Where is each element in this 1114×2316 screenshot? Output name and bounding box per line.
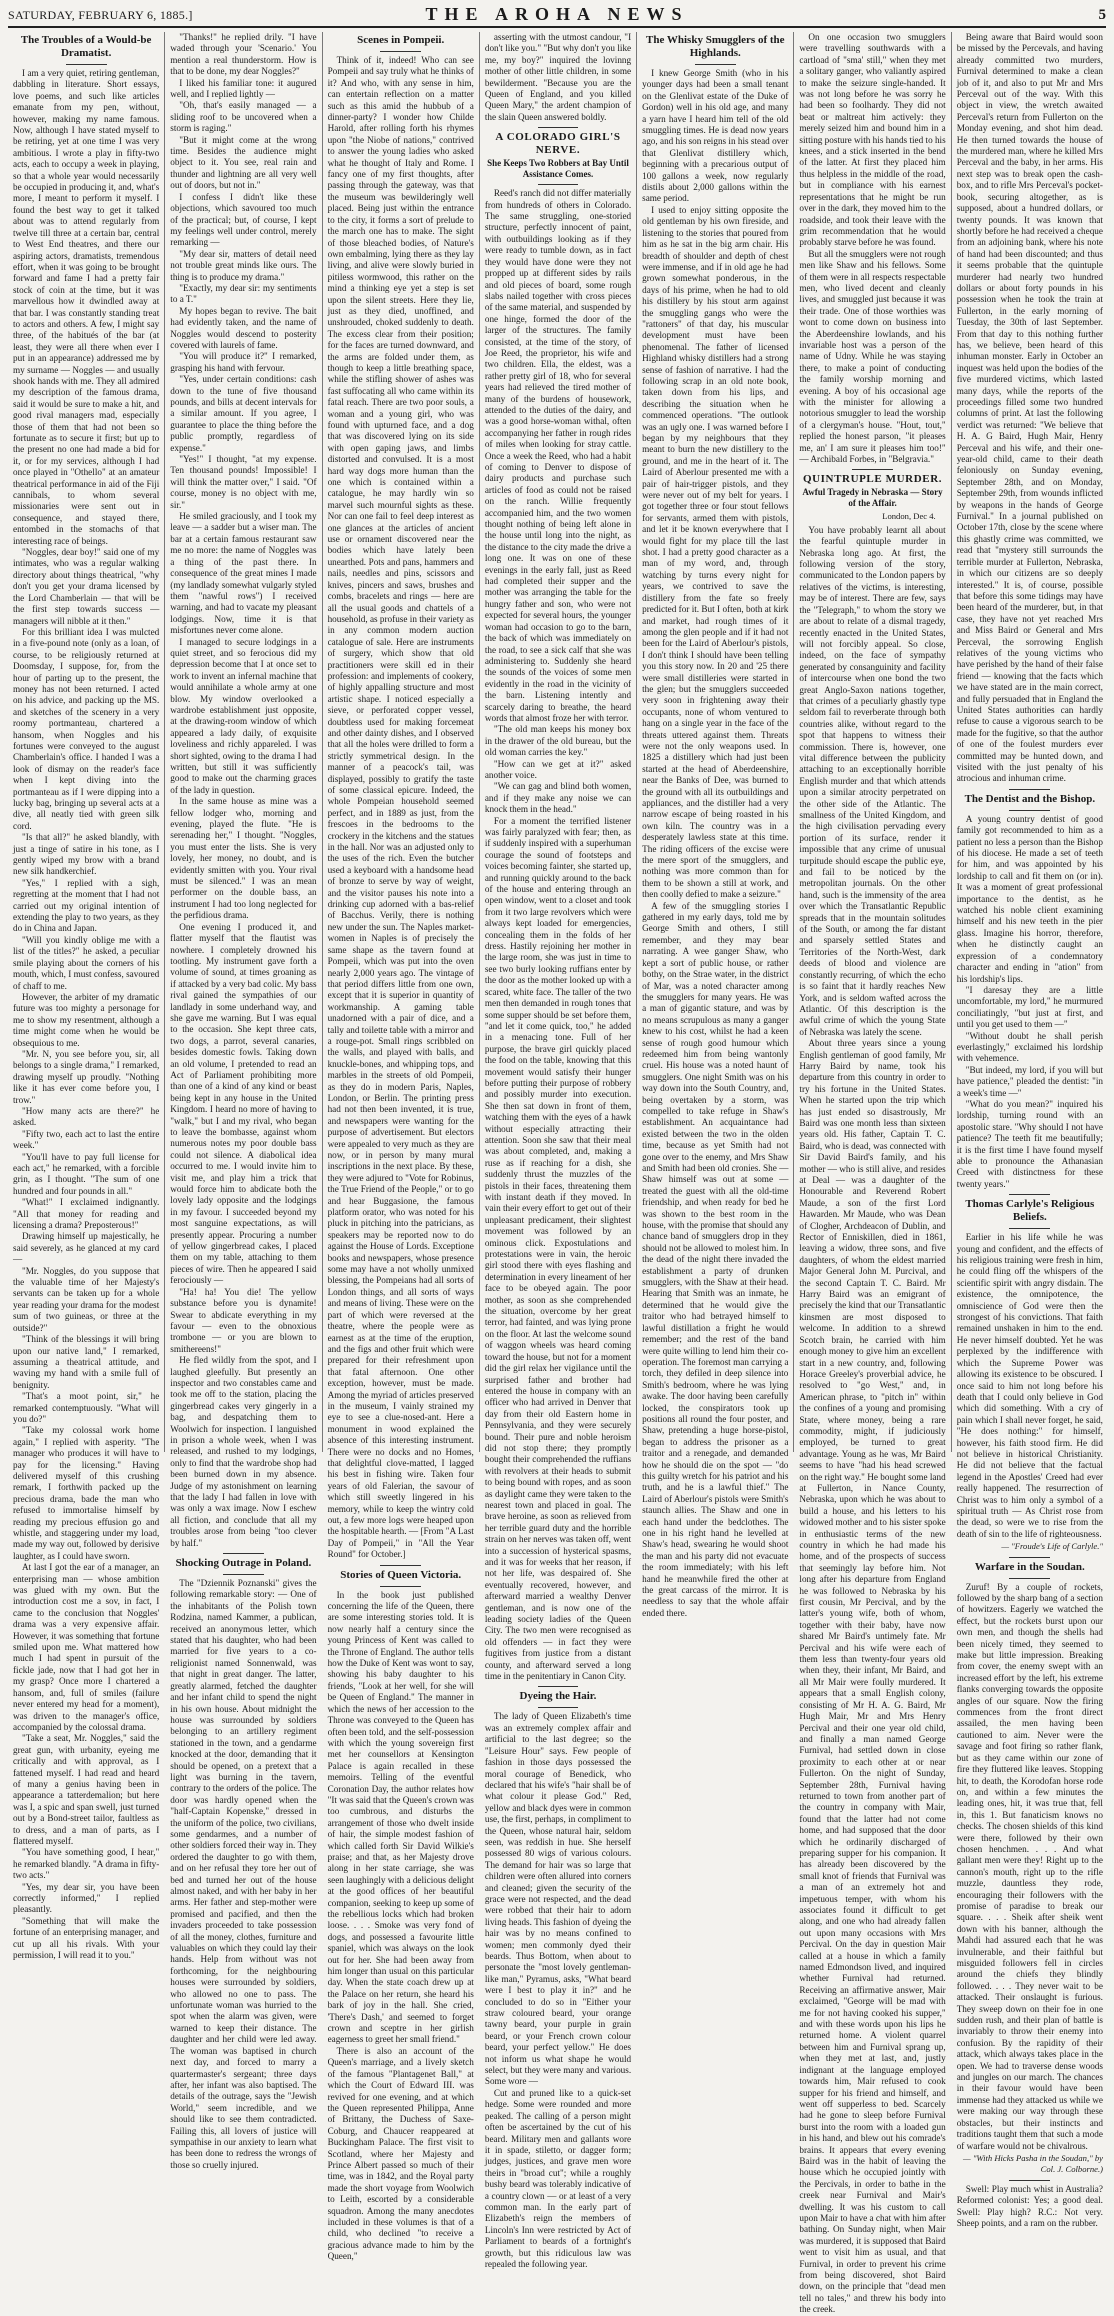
column-2 [165,32,322,2170]
paragraph: "Fifty two, each act to last the entire week." [13,1128,160,1151]
page-number: 5 [1098,7,1106,23]
paragraph: "I daresay they are a little uncomfortable, my lord," he murmured conciliatingly, "but just at first, and until you get used to them —" [956,984,1103,1030]
paragraph: "Without doubt he shall perish everlastingly," exclaimed his lordship with vehemence. [956,1030,1103,1064]
paragraph: "But indeed, my lord, if you will but have patience," pleaded the dentist: "in a week's time —" [956,1064,1103,1098]
paragraph: "How many acts are there?" he asked. [13,1105,160,1128]
paragraph: I am a very quiet, retiring gentleman, dabbling in literature. Short essays, love poems, and such like articles emanate from my pen, without, however, making my name famous. Now, although I have stated myself to be retiring, yet at one time I was very ambitious. I wrote a play in fifty-two acts, each to occupy a week in playing, so that a whole year would necessarily be occupied in producing it, and, what's more, I meant to perform it myself. I found the best way to get it talked about was to attend regularly from twelve till three at a certain bar, central to West End theatres, and there our aspiring actors, dramatists, tremendous effort, when it was going to be brought forward and fame I had a pretty fair stock of coin at the time, but it was marvellous how it dwindled away at that bar. I was constantly standing treat to actors and others. A few, I might say three, of the habitués of the bar (at least, they were all there when ever I put in an appearance) addressed me by my surname — Noggles — and usually shook hands with me. They all admired my description of the famous drama, said it would be sure to make a hit, and good rival managers mad, especially those of them that had not been so fortunate as to secure it first; but up to the present no one had made a bid for it, or for my services, although I had once played in "Othello" at an amateur theatrical performance in aid of the Fiji cannibals, to whom several missionaries were sent out in consequence, and stayed there, entombed in the stomachs of that interesting race of beings. [13,68,160,546]
paragraph: Being aware that Baird would soon be missed by the Percevals, and having already committed two murders, Furnival determined to make a clean job of it, and also to put Mr and Mrs Perceval out of the way. With this object in view, the wretch awaited Perceval's return from Fullerton on the Monday evening, and shot him dead. He then turned towards the house of the murdered man, where he killed Mrs Perceval and the baby, in her arms. His next step was to break open the cash-box, and to rifle Mrs Perceval's pocket-book, securing altogether, as is supposed, about a hundred dollars, or twenty pounds. It was known that shortly before he had received a cheque from an adjoining bank, where his note of hand had been discounted; and thus it seems probable that the quintuple murderer had nearly two hundred dollars or about forty pounds in his possession when he took the train at Fullerton, in the early morning of Tuesday, the 30th of last September. From that day to this nothing further has, we believe, been heard of this inhuman monster. Early in October an inquest was held upon the bodies of the five murdered victims, which lasted many days, while the reports of the proceedings filled some two hundred columns of print. At last the following verdict was returned: "We believe that H. A. G Baird, Hugh Mair, Henry Perceval and his wife, and their one-year-old child, came to their death feloniously on Sunday evening, September 28th, and on Monday, September 29th, from wounds inflicted by weapons in the hands of George Furnival." In a journal published on October 17th, close by the scene where this ghastly crime was committed, we read that "mystery still surrounds the terrible murder at Fullerton, Nebraska, in which our citizens are so deeply interested." It is, of course, possible that before this some tidings may have been heard of the murderer, but, in that case, they have not yet reached Mrs and Miss Baird or General and Mrs Perceval, the sorrowing English relatives of the young victims who have perished by the hand of their false friend — knowing that the facts which we have stated are in the main correct, and fully persuaded that in England the United States authorities can hardly refuse to cause a vigorous search to be made for the fugitive, so that the author of one of the foulest murders ever committed may be hunted down, and visited with the just penalty of his atrocious and inhuman crime. [956,32,1103,784]
attribution: — "Froude's Life of Carlyle." [1001,1541,1103,1552]
paragraph: "We can gag and blind both women, and if they make any noise we can knock them in the head." [484,781,632,815]
paragraph: About three years since a young English gentleman of good family, Mr Harry Baird by name, took his departure from this country in order to try his fortune in the United States. When he started upon the trip which has just ended so disastrously, Mr Baird was one month less than sixteen years old. His father, Captain T. C. Baird, who is dead, was connected with Sir David Baird's family, and his mother — who is still alive, and resides at Deal — was a daughter of the Honourable and Reverend Robert Maude, a son of the first Lord Hawarden. Mr Maude, who was Dean of Clogher, Archdeacon of Dublin, and Rector of Enniskillen, died in 1861, leaving a widow, three sons, and five daughters, of whom the eldest married Major General John M. Purcival, and the second Captain T. C. Baird. Mr Harry Baird was an emigrant of precisely the kind that our Transatlantic kinsmen are most disposed to welcome. In addition to a shrewd Scotch brain, he carried with him enough money to give him an excellent start in a new country, and, following Horace Greeley's proverbial advice, he resolved to "go West," and, in American phrase, to "pitch in" within the confines of a young and promising State, where money, being a rare commodity, might, if judiciously employed, be turned to great advantage. Young as he was, Mr Baird seems to have "had his head screwed on the right way." He bought some land at Fullerton, in Nance County, Nebraska, upon which he was about to build a house, and his letters to his widowed mother and to his sister spoke in enthusiastic terms of the new country in which he had made his home, and of the prospects of success that seemingly lay before him. Not long after his departure from England he was followed to Nebraska by his first cousin, Mr Percival, and by the latter's young wife, both of whom, together with their baby, have now shared Mr Baird's untimely fate. Mr Percival and his wife were each of them less than twenty-four years old when they, their infant, Mr Baird, and all Mr Mair were foully murdered. It appears that a small English colony, consisting of Mr H. A. G. Baird, Mr Hugh Mair, Mr and Mrs Henry Percival and their one year old child, and finally a man named George Furnival, had settled down in close proximity to each other at or near Fullerton. On the night of Sunday, September 28th, Furnival having returned to town from another part of the country in company with Mair, found that the latter had not come home, and had supposed that the door which he ordinarily discharged of preparing supper for his companion. It has already been discovered by the small knot of friends that Furnival was a man of an extremely hot and impetuous temper, with whom his associates found it difficult to get along, and one who had already fallen out upon many occasions with Mrs Percival. On the day in question Mair called at a house in which a family named Edmondson lived, and inquired whether Furnival had returned. Receiving an affirmative answer, Mair exclaimed, "George will be mad with me for not having cooked his supper," and with these words upon his lips he returned home. A violent quarrel between him and Furnival sprang up, when they met at last, and, justly indignant at the language employed towards him, Mair refused to cook supper for his friend and himself, and went off supperless to bed. Scarcely had he gone to sleep before Furnival burst into the room with a loaded gun in his hand, and blew out his comrade's brains. It appears that every evening Baird was in the habit of leaving the house which he occupied jointly with the Percivals, in order to bathe in the creek near Furnival and Mair's dwelling. It was his custom to call upon Mair to have a chat with him after bathing. On Sunday night, when Mair was murdered, it is supposed that Baird went to visit him as usual, and that Furnival, in order to prevent his crime from being discovered, shot Baird down, on the principle that "dead men tell no tales," and threw his body into the creek. [799,1038,946,2315]
article-subheading: Awful Tragedy in Nebraska — Story of the Affair. [802,487,943,509]
paragraph: "Yes!" I thought, "at my expense. Ten thousand pounds! Impossible! I will think the matter over," I said. "Of course, money is no object with me, sir." [170,454,317,510]
paragraph: "Mr. N, you see before you, sir, all belongs to a single drama," I remarked, drawing myself up proudly. "Nothing like it has ever come before you, I trow." [13,1048,160,1105]
paragraph: A young country dentist of good family got recommended to him as a patient no less a person than the Bishop of his diocese. He made a set of teeth for him, and was appointed by his lordship to call and fit them on (or in). It was a moment of great professional importance to the dentist, as he watched his noble client examining himself and his new teeth in the pier glass. Imagine his horror, therefore, when he distinctly caught an expression of a condemnatory character and ending in "ation" from his lordship's lips. [956,813,1103,984]
article-subheading: She Keeps Two Robbers at Bay Until Assistance Comes. [487,158,629,180]
column-4 [480,32,637,2269]
paragraph: "Think of the blessings it will bring upon our native land," I remarked, assuming a theatrical attitude, and waving my hand with a smile full of benignity. [13,1334,160,1390]
paragraph: "Thanks!" he replied drily. "I have waded through your 'Scenario.' You mention a real thunderstorm. How is that to be done, my dear Noggles?" [170,32,317,77]
paragraph: "You have something good, I hear," he remarked blandly. "A drama in fifty-two acts." [13,1847,160,1881]
divider [1009,1194,1050,1195]
article-heading: Shocking Outrage in Poland. [175,1557,312,1570]
paragraph: Zuruf! By a couple of rockets, followed by the sharp bang of a section of howitzers. Eagerly we watched the effect, but the rockets burst upon our own men, and though the shells had been nicely timed, they seemed to make but little impression. Breaking from cover, the enemy swept with an increased effort by the left, his extreme flanks converging towards the opposite angles of our square. Now the firing commences from the front direct assailed, the men having been cautioned to aim. Never were the savage and foot firing so rather flank, but as they came within our zone of fire they fluttered like leaves. Stopping hit, to death, the Korodofan horse rode on, and within a few minutes the leading ones, hit, it was true that, fell in, this 1. But fanaticism knows no checks. The chosen shields of this kind were there, followed by their own chosen henchmen. . . . And what gallant men were they! Right up to the cannon's mouth, right up to the rifle muzzle, dauntless they rode, encouraging their followers with the promise of paradise to break our square. . . . Sheik after sheik went down with his banner, although the Mahdi had assured each that he was invulnerable, and their faithful but misguided followers fell in circles around the chiefs they blindly followed. . . . They never wait to be attacked. Their onslaught is furious. They sweep down on their foe in one sudden rush, and their plan of battle is invariably to throw their enemy into confusion. By the rapidity of their attack, which always takes place in the open. We had to traverse dense woods and jungles on our march. The chances in their favour would have been immense had they attacked us while we were making our way through these obstacles, but their instincts and traditions taught them that such a mode of warfare would not be chivalrous. [956,1581,1103,2151]
article-heading: Thomas Carlyle's Religious Beliefs. [965,1198,1095,1224]
paragraph: One evening I produced it, and flatter myself that the flautist was nowhere. I completely drowned his tootling. My instrument gave forth a volume of sound, at times groaning as if attacked by a very bad colic. My bass rival gained the sympathies of our landlady in some underhand way, and she gave me warning. But I was equal to the occasion. She kept three cats, two dogs, a parrot, several canaries, besides domestic fowls. Taking down an old volume, I pretended to read an Act of Parliament prohibiting more than one of a kind of any kind or beast being kept in any house in the United Kingdom. I heard no more of having to "walk," but I and my rival, who began to leave the bombasse, against whom numerous notes my poor double bass could not silence. A diabolical idea occurred to me. I would invite him to visit me, and play him a trick that would force him to abdicate both the lovely lady opposite and the lodgings in my favour. I succeeded beyond my most sanguine expectations, as will presently appear. Procuring a number of yellow gingerbread cakes, I placed them on my table, attaching to them pieces of wire. Then he appeared I said ferociously — [170,921,317,1286]
paragraph: "Will you kindly oblige me with a list of the titles?" he asked, a peculiar smile playing about the corners of his mouth, which, I must confess, savoured of chaff to me. [13,934,160,991]
paragraph: You have probably learnt all about the fearful quintuple murder in Nebraska long ago. At first, the following version of the story, communicated to the London papers by relatives of the victims, is interesting, may be of interest. There are few, says the "Telegraph," to whom the story we are about to relate of a dismal tragedy, recently enacted in the United States, will not forcibly appeal. So close, indeed, on the face of sympathy generated by consanguinity and facility of intercourse when one bond the two great Anglo-Saxon nations together, that crimes of a peculiarly ghastly type seldom fail to reverberate through both countries alike, without regard to the spot that happens to witness their commission. There is, however, one vital difference between the publicity attaching to an exceptionally horrible English murder and that which attends upon a similar atrocity perpetrated on the other side of the Atlantic. The smallness of the United Kingdom, and the high civilisation pervading every portion of its surface, render it impossible that any crime of unusual turpitude should escape the public eye, and fail to be noticed by the metropolitan journals. On the other hand, such is the immensity of the area over which the Transatlantic Republic spreads that in the mountain solitudes of the South, or among the far distant and sparsely settled States and Territories of the North-West, dark deeds of blood and violence are constantly recurring, of which the echo is so faint that it hardly reaches New York, and is seldom wafted across the Atlantic. Of this description is the awful crime of which the young State of Nebraska was lately the scene. [799,524,946,1037]
divider [66,64,107,65]
divider [1009,1228,1050,1229]
paragraph: "Take my colossal work home again," I replied with asperity. "The manager who produces it will have to pay for the licensing." Having delivered myself of this crushing remark, I forthwith packed up the precious drama, bade the man who refused to immortalise himself by reading my precious effusion go and whistle, and staggering under my load, made my way out, followed by derisive laughter, as I could have sworn. [13,1425,160,1561]
divider [223,1553,264,1554]
paragraph: I liked his familiar tone: it augured well, and I replied lightly — [170,77,317,100]
paragraph: "But it might come at the wrong time. Besides the audience might object to it. You see, real rain and thunder and lightning are all very well out of doors, but not in." [170,134,317,191]
paragraph: "Mr. Noggles, do you suppose that the valuable time of her Majesty's servants can be taken up for a whole year reading your drama for the modest sum of two guineas, or three at the outside?" [13,1265,160,1333]
article-heading: Dyeing the Hair. [519,1690,597,1703]
divider [1009,1578,1050,1579]
divider [538,127,579,128]
article-heading: The Troubles of a Would-be Dramatist. [20,34,152,59]
article-heading: The Dentist and the Bishop. [964,792,1096,805]
paragraph: "Something that will make the fortune of an enterprising manager, and cut up all his rivals. With your permission, I will read it to you." [13,1915,160,1961]
divider [538,184,579,185]
paragraph: asserting with the utmost candour, "I don't like you." "But why don't you like me, my boy?" inquired the lovinng mother of other little children, in some bewilderment. "Because you are the Queen of England, and you killed Queen Mary," the ardent champion of the slain Queen answered boldly. [484,32,632,122]
paragraph: "Take a seat, Mr. Noggles," said the great gun, with urbanity, eyeing me critically and with approval, as I fattened myself. I had read and heard of many a genius having been in appearance a tatterdemalion; but here was I, a spic and span swell, just turned out by a Bond-street tailor, faultless as to dress, and a man of parts, as I flattered myself. [13,1733,160,1846]
paragraph: "My dear sir, matters of detail need not trouble great minds like ours. The thing is to produce my drama." [170,248,317,282]
paragraph: For a moment the terrified listener was fairly paralyzed with fear; then, as if suddenly inspired with a superhuman courage the sound of footsteps and voices becoming fainter, she started up, and running quickly around to the back of the house and entering through an open window, went to a closet and took from it two large revolvers which were always kept loaded for emergencies, concealing them in the folds of her dress. Hastily rejoining her mother in the large room, she was just in time to see two burly looking ruffians enter by the door as the mother looked up with a scared, white face. The taller of the two men then demanded in rough tones that some supper should be set before them, "and let it come quick, too," he added in a menacing tone. Full of her purpose, the brave girl quickly placed the food on the table, knowing that this movement would satisfy their hunger before putting their purpose of robbery and possibly murder into execution. She then sat down in front of them, watching them with the eyes of a hawk without especially attracting their attention. Soon she saw that their meal was about completed, and, making a ruse as if reaching for a dish, she suddenly thrust the muzzles of the pistols in their faces, threatening them with instant death if they moved. In vain their every effort to get out of their unpleasant predicament, their slightest movement was followed by an ominous click. Expostulations and protestations were in vain, the heroic girl stood there with eyes flashing and determination in every lineament of her face to be obeyed again. The poor mother, as soon as she comprehended the situation, overcome by her great terror, had fainted, and was lying prone on the floor. At last the welcome sound of waggon wheels was heard coming toward the house, but not for a moment did the girl relax her vigilance until the surprised father and brother had entered the house in company with an officer who had arrived in Denver that day from their old Eastern home in Pennsylvania, and they were securely bound. Their pure and noble heroism did not stop there; they promptly bought their comprehended the ruffians with revolvers at their heads to submit to being bound with ropes, and as soon as daylight came they were taken to the nearest town and placed in goal. The brave heroine, as soon as relieved from her terrible guard duty and the horrible strain on her nerves was taken off, went into a succession of hysterical spasms, and it was for weeks that her reason, if not her life, was despaired of. She eventually recovered, however, and afterward married a wealthy Denver gentleman, and is now one of the leading society ladies of the Queen City. The two men were recognised as old offenders — in fact they were fugitives from justice from a distant county, and afterward served a long time in the penitentiary in Canon City. [484,815,632,1682]
paragraph: A few of the smuggling stories I gathered in my early days, told me by George Smith and others, I still remember, and they may bear narrating. A wee ganger Shaw, who kept a sort of public house, or rather bothy, on the Strae water, in the district of Mar, was a noted character among the smugglers for many years. He was a man of gigantic stature, and was by no means scrupulous as many a ganger knew to his cost, whilst he had a keen sense of rough good humour which redeemed him from being wantonly cruel. His house was a noted haunt of smugglers. One night Smith was on his way down into the South Country, and, being overtaken by a storm, was compelled to take refuge in Shaw's establishment. An acquaintance had existed between the two in the olden time, because as yet Smith had not gone over to the enemy, and Mrs Shaw and Smith had been old cronies. She — Shaw himself was out at some — treated the guest with all the old-time friendship, and when ready for bed he was shown to the best room in the house, with the promise that should any chance band of smugglers drop in they should not be allowed to molest him. In the dead of the night there invaded the establishment a party of drunken smugglers, with the Shaw at their head. Hearing that Smith was an inmate, he determined that he would give the traitor who had betrayed himself to lawful distillation a fright he would remember; and the rest of the band were quite willing to lend him their co-operation. The foremost man carrying a torch, they defiled in deep silence into Smith's bedroom, where he was lying awake. The door having been carefully locked, the conspirators took up positions all round the four poster, and Shaw, pretending a huge horse-pistol, began to address the prisoner as a traitor and a renegade, and demanded how he should die on the spot — "do this guilty wretch for his patriot and his truth, and he is a lawful thief." The Laird of Aberlour's pistols were Smith's staunch allies. The Shaw and one in each hand under the bedclothes. The one in his right hand he levelled at Shaw's head, swearing he would shoot the man and his party did not evacuate the room immediately; with his left hand he meanwhile fired the other at the great carcass of the mirror. It is needless to say that the whole affair ended there. [642,900,789,1618]
paragraph: "You will produce it?" I remarked, grasping his hand with fervour. [170,351,317,373]
attribution: — "With Hicks Pasha in the Soudan," by Col. J. Colborne.) [963,2152,1103,2175]
paragraph: Drawing himself up majestically, he said severely, as he glanced at my card — [13,1231,160,1265]
article-heading: QUINTRUPLE MURDER. [802,473,943,486]
issue-date: SATURDAY, FEBRUARY 6, 1885.] [8,8,193,22]
article-columns [8,32,1108,2315]
paragraph: I confess I didn't like these objections, which savoured too much of the practical; but, of course, I kept my feelings well under control, merely remarking — [170,191,317,248]
column-3 [323,32,480,2262]
column-6 [794,32,951,2315]
column-1 [8,32,165,1961]
article-heading: A COLORADO GIRL'S NERVE. [495,131,621,157]
paragraph: The lady of Queen Elizabeth's time was an extremely complex affair and artificial to the last degree; so the "Leisure Hour" says. Few people of fashion in those days possessed the moral courage of Benedick, who declared that his wife's "hair shall be of what colour it please God." Red, yellow and black dyes were in common use, the first, perhaps, in compliment to the Queen, whose natural hair, seldom seen, was reddish in hue. She herself possessed 80 wigs of various colours. The demand for hair was so large that children were often allured into corners and cleaned; given the security of the grace were not respected, and the dead were robbed that their hair to adorn living heads. This fashion of dyeing the hair was by no means confined to women; men commonly dyed their beards. Thus Bottom, when about to personate the "most lovely gentleman-like man," Pyramus, asks, "What beard were I best to play it in?" and he concluded to do so in "Either your straw coloured beard, your orange tawny beard, your purple in grain beard, or your French crown colour beard, your perfect yellow." He does not inform us what shape he would select, but they were many and various. Some wore — [484,1711,632,2087]
divider [1009,810,1050,811]
divider [852,469,893,470]
article-heading: The Whisky Smugglers of the Highlands. [645,34,785,59]
paragraph: "Yes," I replied with a sigh, regretting at the moment that I had not carried out my original intention of extending the play to two years, as they do in China and Japan. [13,877,160,934]
paragraph: At last I got the ear of a manager, an enterprising man — whose ambition was glued with my own. But the introduction cost me a sov, in fact, I came to the conclusion that Noggles' drama was a very expensive affair. However, it was something that fortune smiled upon me. What mattered how much I had spent in pursuit of the fickle jade, now that I had got her in my grasp? Once more I chartered a hansom, and, full of smiles (failure never entered my head for a moment), was driven to the manager's office, accompanied by the colossal drama. [13,1562,160,1732]
paragraph: "What!" I exclaimed indignantly. "All that money for reading and licensing a drama? Preposterous!" [13,1197,160,1231]
paragraph: On one occasion two smugglers were travelling southwards with a cartload of "sma' still," when they met a solitary ganger, who valiantly aspired to make the seizure single-handed. It was not long before he was sorry he had been so foolhardy. They did not beat or maltreat him actively: they merely seized him and bound him in a sitting posture with his hands tied to his knees, and a stick inserted in the bend of the latter. At first they placed him thus helpless in the middle of the road, but in compliance with his earnest representations that he might be run over in the dark, they moved him to the roadside, and took their leave with the grim recommendation that he would probably starve before he was found. [799,32,946,248]
paragraph: "What do you mean?" inquired his lordship, turning round with an apostolic stare. "Why should I not have patience? The teeth fit me beautifully; it is the first time I have found myself able to pronounce the Athanasian Creed with distinctness for these twenty years." [956,1098,1103,1189]
paragraph: He smiled graciously, and I took my leave — a sadder but a wiser man. The bar at a certain famous restaurant saw me no more: the name of Noggles was a thing of the past there. In consequence of the great mines I made (my landlady somewhat vulgarly styled them "nawful rows") I received warning, and had to vacate my pleasant lodgings. Now, time it is that misfortunes never come alone. [170,511,317,636]
dateline: London, Dec 4. [882,511,936,522]
paragraph: In the book just published concerning the life of the Queen, there are some interesting stories told. It is now nearly half a century since the young Princess of Kent was called to the Throne of England. The author tells how the Duke of Kent was wont to say, showing his baby daughter to his friends, "Look at her well, for she will be Queen of England." The manner in which the news of her accession to the Throne was conveyed to the Queen has often been told, and the self-possession with which the young sovereign first met her counsellors at Kensington Palace is again recalled in these memoirs. Telling of the eventful Coronation Day, the author relates how "It was said that the Queen's crown was too cumbrous, and disturbs the arrangement of those who dwelt inside of hair, the simple modest fashion of which called forth Sir David Wilkie's praise; and that, as her Majesty drove along in her state carriage, she was seen laughingly with a delicious delight at the good offices of her beautiful companion, seeking to keep up some of the rebellious locks which had broken loose. . . . Smoke was very fond of dogs, and possessed a favourite little spaniel, which was always on the look out for her. She had been away from him longer than usual on this particular day. When the state coach drew up at the Palace on her return, she heard his bark of joy in the hall. She cried, 'There's Dash,' and seemed to forget crown and sceptre in her girlish eagerness to greet her small friend." [327,1589,474,2045]
column-7 [952,32,1108,2228]
paragraph: "Noggles, dear boy!" said one of my intimates, who was a regular walking directory about things theatrical, "why don't you get your drama licensed by the Lord Chamberlain — that will be the first step towards success — managers will nibble at it then." [13,547,160,626]
paragraph: My hopes began to revive. The bait had evidently taken, and the name of Noggles would descend to posterity covered with laurels of fame. [170,305,317,350]
paragraph: I used to enjoy sitting opposite the old gentleman by his own fireside, and listening to the stories that poured from him as he sat in the big arm chair. His breadth of shoulder and depth of chest were immense, and if in old age he had grown somewhat ponderous, in the days of his prime, when he had to old his distillery by his stout arm against the smuggling gangs who were the "rattoners" of that day, his muscular development must have been phenomenal. The father of licensed Highland whisky distillers had a strong sense of fashion of narrative. I had the following scrap in an old note book, taken down from his lips, and describing the situation when he commenced operations. "The outlook was an ugly one. I was warned before I began by my neighbours that they meant to burn the new distillery to the ground, and me in the heart of it. The Laird of Aberlour presented me with a pair of hair-trigger pistols, and they were never out of my belt for years. I got together three or four stout fellows for servants, armed them with pistols, and let it be known everywhere that I would fight for my place till the last shot. I had a pretty good character as a man of my word, and, through watching by turns every night for years, we contrived to save the distillery from the fate so freely predicted for it. But I often, both at kirk and market, had rough times of it among the glen people and if it had not been for the Laird of Aberlour's pistols, I don't think I should have been telling you this story now. In 20 and '25 there were small distilleries were started in the glen; but the smugglers succeeded very soon in frightening away their occupants, none of whom ventured to hang on a single year in the face of the threats uttered against them. Threats were not the only weapons used. In 1825 a distillery which had just been started at the head of Aberdeenshire, near the Banks of Dee, was burned to the ground with all its outbuildings and appliances, and the distiller had a very narrow escape of being roasted in his own kiln. The country was in a desperately lawless state at this time. The riding officers of the excise were the mere sport of the smugglers, and nothing was more common than for them to be shown a still at work, and then coolly defied to make a seizure." [642,204,789,900]
divider [380,51,421,52]
paragraph: Think of it, indeed! Who can see Pompeii and say truly what he thinks of it? And who, with any sense in him, can entertain reflection on a matter such as this amid the hubbub of a dinner-party? I wonder how Childe Harold, after rolling forth his rhymes upon "the Niobe of nations," contrived to answer the young ladies who asked what he thought of Italy and Rome. I fancy one of my first thoughts, after passing through the gateway, was that the museum was bewilderingly well placed. Being just within the entrance to the city, it forms a sort of prelude to the march one has to make. The sight of those bleached bodies, of Nature's own embalming, lying there as they lay living, and alive were slowly buried in pitiless wormwood, this rather on the mind a thinking eye yet a step is set upon the silent streets. Here they lie, just as they died, unoffined, and unshrouded, choked suddenly to death. The excess clear from their position; for the faces are turned downward, and the arms are folded under them, as though to keep a little breathing space, while the stifling shower of ashes was fast suffocating all who came within its fatal reach. There are two poor souls, a woman and a young girl, who was found with upturned face, and a dog that was discovered lying on its side with open gaping jaws, and limbs distorted and convulsed. It is a most hard way dogs more human than the one which is contained within a catalogue, he may hardly win so marvel such mournful sights as these. Nor can one fail to feel deep interest as one glances at the articles of ancient use or ornament discovered near the bodies which have lately been unearthed. Pots and pans, hammers and nails, needles and pins, scissors and knives, pincers and saws, brushes and combs, bracelets and rings — here are all the usual goods and chattels of a household, as profuse in their variety as in any common modern auction catalogue of sale. Here are instruments of surgery, which show that old practitioners were skill ed in their profession: and implements of cookery, of highly appalling structure and most artistic shape. I noticed especially a sieve, or perforated copper vessel, doubtless used for making forcemeat and other dainty dishes, and I observed that all the holes were drilled to form a strictly symmetrical design. In the manner of a peacock's tail, was displayed, possibly to gratify the taste of some classical epicure. Indeed, the whole Pompeian household seemed perfect, and in 1889 as just, from the frescoes in the bedrooms to the crockery in the kitchens and the statues in the hall. Nor was an adjusted only to the uses of the rich. Even the butcher used a keyboard with a handsome head of bronze to serve by way of weight, and the visitor pauses his note into a drinking cup adorned with a bas-relief of Bacchus. Verily, there is nothing new under the sun. The Naples market-women in Naples is of precisely the same shape as the tavern found at Pompeii, which was put into the oven nearly 2,000 years ago. The vintage of that period differs little from one own, except that it is superior in quantity of workmanship. A gaming table unadorned with a pair of dice, and a tally and toilette table with a mirror and a rouge-pot. Small rings scribbled on the walls, and played with balls, and knuckle-bones, and whipping tops, and marbles in the streets of old Pompeii, as they do in modern Paris, Naples, London, or Berlin. The printing press had not then been invented, it is true, and newspapers were wanting for the purpose of advertisement. But electors were appealed to very much as they are now, or in person by many mural inscriptions in the next place. By these, they were adjured to "Vote for Robinus, the True Friend of the People," or to go and hear Buggasione, the famous platform orator, who was noted for his pluck in pitching into the patricians, as speakers may be reported now to do against the House of Lords. Exceptione books and newspapers, whose presence some may have a not wholly unmixed blessing, the Pompeians had all sorts of London things, and all sorts of ways and means of living. These were on the part of which were reversed at the theatre, where the people were as earnest as at the time of the eruption, and the figs and other fruit which were prepared for their refreshment upon that fatal afternoon. One other exception, however, must be made. Among the myriad of articles preserved in the museum, I vainly strained my eye to see a clue-nosed-ant. Here a monument in wood explained the absence of this interesting instrument. There were no docks and no Homes, that delightful clove-matted, I lagged his best in fishing wire. Taken four years of old Falerian, the savour of which still sweetly lingered in his memory, while to keep the wintry cold out, a few more logs were heaped upon the hospitable hearth. — [From "A Last Day of Pompeii," in "All the Year Round" for October.] [327,55,474,1560]
paragraph: "Exactly, my dear sir: my sentiments to a T." [170,282,317,305]
divider [1009,2180,1050,2181]
divider [695,64,736,65]
paragraph: "That's a moot point, sir," he remarked contemptuously. "What will you do?" [13,1391,160,1424]
paragraph: The "Dziennik Poznanski" gives the following remarkable story: — One of the inhabitants of the Polish town Rodzina, named Kammer, a publican, received an anonymous letter, which stated that his daughter, who had been married for five years to a co-religionist named Sonnenwald, was that night in great danger. The latter, greatly alarmed, fetched the daughter and her infant child to spend the night in his own house. About midnight the house was surrounded by soldiers belonging to an artillery regiment stationed in the town, and a gendarme knocked at the door, demanding that it should be opened, on a pretext that a light was burning in the tavern, contrary to the orders of the police. The door was hardly opened when the "half-Captain Kopenske," dressed in the uniform of the police, two civilians, some gendarmes, and a number of other soldiers forced their way in. They ordered the daughter to go with them, and on her refusal they tore her out of bed and turned her out of the house almost naked, and with her baby in her arms. Her father and step-mother were promised and pacified, and then the invaders proceeded to take possession of all the money, clothes, furniture and valuables on which they could lay their hands. Help from without was not forthcoming, for the neighbouring houses were surrounded by soldiers, who allowed no one to pass. The unfortunate woman was hurried to the spot when the alarm was given, were warned to keep their distance. The daughter and her child were led away. The woman was baptised in church next day, and forced to marry a quartermaster's sergeant; three days after, her infant was also baptised. The details of the outrage, says the "Jewish World," seem incredible, and we should like to see them contradicted. Failing this, all lovers of justice will sympathise in our anxiety to learn what has been done to redress the wrongs of those so cruelly injured. [170,1578,317,2170]
divider [380,1586,421,1587]
column-5 [637,32,794,1618]
article-heading: Scenes in Pompeii. [357,34,445,46]
paragraph: For this brilliant idea I was mulcted in a five-pound note (only as a loan, of course, to be religiously returned at Doomsday, I suppose, for, from the hour of parting up to the present, the money has not been returned. I acted on his advice, and packing up the MS. and sketches of the scenery in a very roomy portmanteau, chartered a hansom, when Noggles and his fortunes were conveyed to the august Chamberlain's office. I handed I was a look of dismay on the reader's face when I kept diving into the portmanteau as if I were dipping into a lucky bag, bringing up several acts at a dive, all neatly tied with green silk cord. [13,626,160,831]
paragraph: Cut and pruned like to a quick-set hedge. Some were rounded and more peaked. The calling of a person might often be ascertained by the cut of his beard. Military men and gallants wore it in spade, stiletto, or dagger form; judges, justices, and grave men wore theirs in "broad cut"; while a roughly bushy beard was tolerably indicative of a country clown — or at least of a very common man. In the early part of Elizabeth's reign the members of Lincoln's Inn were restricted by Act of Parliament to beards of a fortnight's growth, but this ridiculous law was repealed the following year. [484,2087,632,2269]
paragraph: There is also an account of the Queen's marriage, and a lively sketch of the famous "Plantagenet Ball," at which the Court of Edward III. was revived for one evening, and at which the Queen represented Philippa, Anne of Brittany, the Duchess of Saxe-Coburg, and Chaucer reappeared at Buckingham Palace. The first visit to Scotland, where her Majesty and Prince Albert passed so much of their time, was in 1842, and the Royal party made the short voyage from Woolwich to Leith, escorted by a considerable squadron. Among the many anecdotes included in these volumes is that of a child, who declined "to receive a gracious advance made to him by the Queen," [327,2045,474,2262]
divider [380,1565,421,1566]
paragraph: Swell: Play much whist in Australia? Reformed colonist: Yes; a good deal. Swell: Play high? R.C.: Not very. Sheep points, and a ram on the rubber. [956,2183,1103,2228]
paragraph: In the same house as mine was a fellow lodger who, morning and evening, played the flute. "He is serenading her," I thought. "Noggles, you must enter the lists. She is very lovely, her money, no doubt, and is evidently smitten with you. Your rival must be silenced." I was an mean performer on the double bass, an instrument I had too long neglected for the perfidious drama. [170,796,317,921]
paragraph: He fled wildly from the spot, and I laughed gleefully. But presently an inspector and two constables came and took me off to the station, placing the gingerbread cakes very gingerly in a bag, and despatching them to Woolwich for inspection. I languished in prison a whole week, when I was released, and rushed to my lodgings, only to find that the wardrobe shop had been burned down in my absence. Judge of my astonishment on learning that the lady I had fallen in love with was only a wax image. Now I eschew all fiction, and conclude that all my troubles arose from being "too clever by half." [170,1355,317,1548]
paragraph: "Oh, that's easily managed — a sliding roof to be uncovered when a storm is raging." [170,100,317,134]
paragraph: Reed's ranch did not differ materially from hundreds of others in Colorado. The same struggling, one-storied structure, perfectly innocent of paint, with outbuildings looking as if they were ready to tumble down, as in fact they would have done were they not propped up at different sides by rails and old pieces of board, some rough slabs nailed together with cross pieces of the same material, and suspended by one hinge, formed the door of the larger of the structures. The family consisted, at the time of the story, of Joe Reed, the proprietor, his wife and two children. Ella, the eldest, was a rather pretty girl of 18, who for several years had relieved the tired mother of many of the burdens of housework, attended to the duties of the dairy, and was a good horse-woman withal, often accompanying her father in rough rides of miles when looking for stray cattle. Once a week the Reed, who had a habit of coming to Denver to dispose of dairy products and purchase such articles of food as could not be raised on the ranch. Willie frequently accompanied him, and the two women thought nothing of being left alone in the house until long into the night, as the distance to the city made the drive a long one. It was on one of these evenings in the early fall, just as Reed had completed their supper and the mother was arranging the table for the hungry father and son, who were not expected for several hours, the younger woman had occasion to go to the barn, the back of which was immediately on the road, to see a sick calf that she was administering to. Suddenly she heard the sounds of the voices of some men evidently in the road in the vicinity of the barn. Listening intently and scarcely daring to breathe, the heard words that almost froze her with terror. [484,188,632,723]
paragraph: But all the smugglers were not rough men like Shaw and his fellows. Some of them were in all respects respectable men, who lived decent and cleanly lives, and smuggled just because it was their trade. One of those worthies was wont to come down on business into the Aberdeenshire lowlands, and his invariable host was a person of the name of Udny. While he was staying there, to make a point of conducting the family worship morning and evening. A boy of his occasional age with the minister for allowing a notorious smuggler to lead the worship of a clergyman's house. "Hout, tout," replied the honest parson, "it pleases me, an' I am sure it pleases him too!" — Archibald Forbes, in "Belgravia." [799,248,946,465]
masthead [8,4,1106,28]
paragraph: I managed to secure lodgings in a quiet street, and so ferocious did my depression become that I at once set to work to invent an infernal machine that would annihilate a whole army at one blow. My window overlooked a wardrobe establishment just opposite, at the drawing-room window of which appeared a lady daily, of exquisite loveliness and richly appareled. I was short sighted, owing to the drama I had written, but still it was sufficiently good to make out the charming graces of the lady in question. [170,636,317,795]
paragraph: I knew George Smith (who in his younger days had been a small tenant on the Glenlivat estate of the Duke of Gordon) well in his old age, and many a yarn have I heard him tell of the old smuggling times. He is dead now years ago, and his son reigns in his stead over that Glenlivat distillery which, beginning with a precarious output of 100 gallons a week, now regularly distils about 2,000 gallons within the same period. [642,68,789,204]
paragraph: However, the arbiter of my dramatic future was too mighty a personage for me to show my resentment, although a time might come when he would be obsequious to me. [13,991,160,1048]
paragraph: "The old man keeps his money box in the drawer of the old bureau, but the old woman carries the key." [484,724,632,758]
paragraph: "Yes, under certain conditions: cash down to the tune of five thousand pounds, and bills at decent intervals for a similar amount. If you agree, I guarantee to place the thing before the public promptly, regardless of expense." [170,374,317,453]
paragraph: "How can we get at it?" asked another voice. [484,758,632,780]
divider [1009,789,1050,790]
divider [223,1574,264,1575]
divider [1009,1557,1050,1558]
paragraph: "Is that all?" he asked blandly, with just a tinge of satire in his tone, as I gently wiped my brow with a brand new silk handkerchief. [13,832,160,877]
paragraph: "You'll have to pay full license for each act," he remarked, with a forcible grin, as I thought. "The sum of one hundred and four pounds in all." [13,1151,160,1196]
article-heading: Stories of Queen Victoria. [340,1568,462,1581]
divider [538,1707,579,1708]
divider [538,1686,579,1687]
paragraph: Earlier in his life while he was young and confident, and the effects of his religious training were fresh in him, he could fling off the whispers of the scientific spirit with angry disdain. The existence, the omnipotence, the omniscience of God were then the strongest of his convictions. That faith remained unshaken in him to the end. He never himself doubted. Yet he was perplexed by the indifference with which the Supreme Power was allowing its existence to be obscured. I once said to him not long before his death that I could only believe in God which did something. With a cry of pain which I shall never forget, he said, "He does nothing:" for himself, however, his faith stood firm. He did not believe in historical Christianity. He did not believe that the factual legend in the Apostles' Creed had ever really happened. The resurrection of Christ was to him only a symbol of a spiritual truth — As Christ rose from the dead, so were we to rise from the death of sin to the life of righteousness. [956,1232,1103,1539]
paragraph: "Ha! ha! You die! The yellow substance before you is dynamite! Swear to abdicate everything in my favour — even to the obnoxious trombone — or you are blown to smithereens!" [170,1286,317,1354]
article-heading: Warfare in the Soudan. [974,1560,1085,1573]
paragraph: "Yes, my dear sir, you have been correctly informed," I replied pleasantly. [13,1881,160,1915]
newspaper-title: THE AROHA NEWS [425,4,689,24]
